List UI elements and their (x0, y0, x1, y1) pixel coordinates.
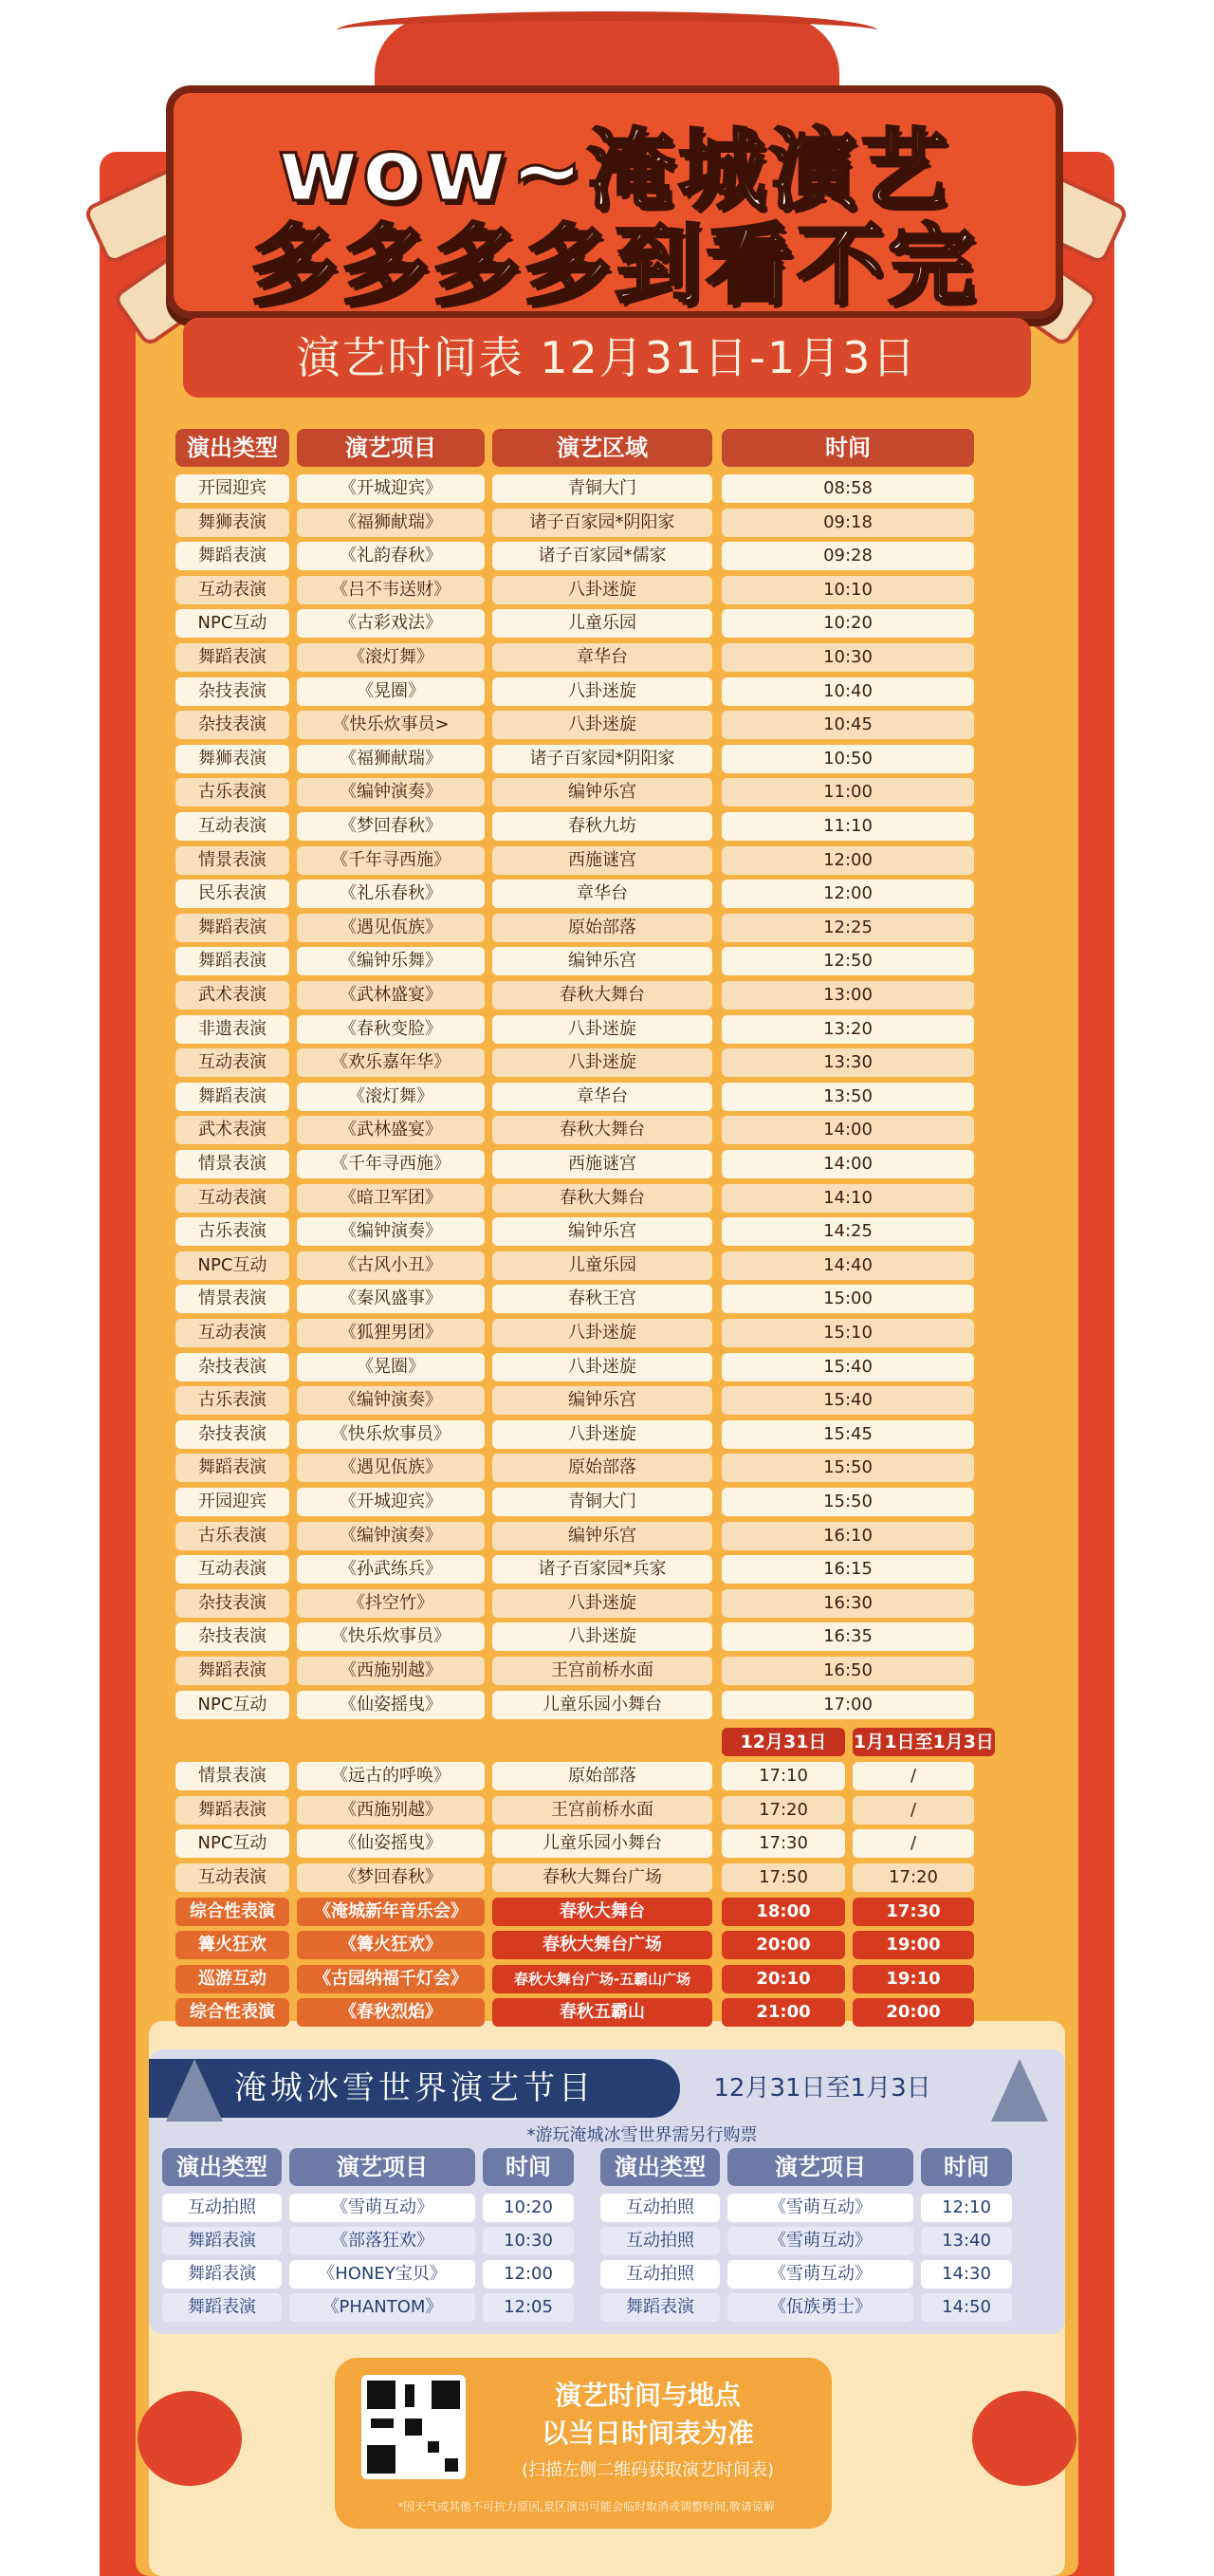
cell-type: 情景表演 (175, 846, 289, 875)
cell-time: 16:35 (722, 1622, 974, 1651)
cell-time: 13:20 (722, 1015, 974, 1044)
header-program: 演艺项目 (727, 2148, 913, 2186)
cell-time-jan1-3: / (853, 1796, 974, 1825)
cell-program: 《古园纳福千灯会》 (297, 1965, 485, 1993)
cell-type: 篝火狂欢 (175, 1931, 289, 1959)
cell-program: 《春秋烈焰》 (297, 1998, 485, 2027)
cell-time-jan1-3: 20:00 (853, 1998, 974, 2027)
winter-cell-program: 《雪萌互动》 (289, 2194, 475, 2222)
cell-time: 10:20 (722, 609, 974, 638)
cell-program: 《礼乐春秋》 (297, 880, 485, 908)
cell-type: 舞蹈表演 (175, 1083, 289, 1111)
cell-time: 10:45 (722, 711, 974, 739)
info-box (335, 2358, 832, 2529)
cell-time-jan1-3: 19:10 (853, 1965, 974, 1993)
cell-program: 《仙姿摇曳》 (297, 1691, 485, 1719)
cell-time: 09:18 (722, 509, 974, 537)
cell-time-jan1-3: 17:30 (853, 1898, 974, 1926)
cell-area: 春秋大舞台 (492, 1898, 712, 1926)
winter-cell-program: 《雪萌互动》 (727, 2227, 913, 2255)
winter-cell-time: 14:30 (921, 2260, 1012, 2289)
cell-type: 非遗表演 (175, 1015, 289, 1044)
cell-type: 古乐表演 (175, 1522, 289, 1550)
cell-area: 编钟乐宫 (492, 1386, 712, 1415)
cell-area: 八卦迷旋 (492, 576, 712, 604)
cell-time-dec31: 17:10 (722, 1762, 845, 1790)
cell-type: 巡游互动 (175, 1965, 289, 1993)
cell-program: 《开城迎宾》 (297, 1488, 485, 1516)
cell-area: 八卦迷旋 (492, 677, 712, 706)
date-header-jan1-3: 1月1日至1月3日 (853, 1728, 995, 1756)
cell-program: 《福狮献瑞》 (297, 509, 485, 537)
cell-program: 《梦回春秋》 (297, 812, 485, 841)
cell-area: 春秋王宫 (492, 1285, 712, 1313)
cell-program: 《古风小丑》 (297, 1251, 485, 1280)
cell-time: 17:00 (722, 1691, 974, 1719)
cell-time-dec31: 21:00 (722, 1998, 845, 2027)
winter-cell-time: 12:10 (921, 2194, 1012, 2222)
header-time: 时间 (483, 2148, 574, 2186)
cell-type: 互动表演 (175, 1555, 289, 1584)
cell-time: 15:40 (722, 1386, 974, 1415)
cell-program: 《抖空竹》 (297, 1589, 485, 1618)
cell-program: 《篝火狂欢》 (297, 1931, 485, 1959)
cell-area: 八卦迷旋 (492, 1353, 712, 1381)
cell-time: 15:00 (722, 1285, 974, 1313)
schedule-title: 演艺时间表 12月31日-1月3日 (183, 318, 1031, 398)
cell-type: 互动表演 (175, 576, 289, 604)
cell-area: 八卦迷旋 (492, 1319, 712, 1347)
cell-area: 编钟乐宫 (492, 1217, 712, 1246)
cell-time: 10:50 (722, 745, 974, 773)
cell-program: 《遇见佤族》 (297, 1454, 485, 1482)
cell-area: 章华台 (492, 1083, 712, 1111)
cell-type: 舞蹈表演 (175, 947, 289, 975)
cell-area: 诸子百家园*阴阳家 (492, 509, 712, 537)
cell-time-jan1-3: 17:20 (853, 1863, 974, 1892)
cell-type: 互动表演 (175, 1184, 289, 1213)
cell-area: 春秋大舞台广场 (492, 1863, 712, 1892)
cell-type: 杂技表演 (175, 711, 289, 739)
cell-area: 春秋大舞台 (492, 1184, 712, 1213)
cell-time: 15:45 (722, 1420, 974, 1449)
cell-time: 13:50 (722, 1083, 974, 1111)
cell-area: 王宫前桥水面 (492, 1796, 712, 1825)
cell-type: 舞蹈表演 (175, 1796, 289, 1825)
qr-code[interactable] (361, 2375, 466, 2479)
winter-cell-type: 舞蹈表演 (162, 2260, 282, 2289)
winter-cell-type: 互动拍照 (162, 2194, 282, 2222)
cell-area: 儿童乐园小舞台 (492, 1829, 712, 1858)
cell-area: 春秋大舞台 (492, 981, 712, 1010)
cell-time: 10:10 (722, 576, 974, 604)
cell-program: 《千年寻西施》 (297, 846, 485, 875)
winter-date: 12月31日至1月3日 (713, 2074, 931, 2103)
cell-program: 《快乐炊事员》 (297, 1420, 485, 1449)
cell-area: 西施谜宫 (492, 846, 712, 875)
winter-cell-time: 12:05 (483, 2293, 574, 2322)
cell-program: 《千年寻西施》 (297, 1150, 485, 1178)
cell-type: 舞蹈表演 (175, 643, 289, 672)
cell-area: 原始部落 (492, 914, 712, 942)
cell-program: 《淹城新年音乐会》 (297, 1898, 485, 1926)
cell-area: 诸子百家园*阴阳家 (492, 745, 712, 773)
cell-time: 16:15 (722, 1555, 974, 1584)
cell-type: 舞蹈表演 (175, 542, 289, 570)
cell-type: 互动表演 (175, 812, 289, 841)
cell-time-jan1-3: / (853, 1762, 974, 1790)
winter-cell-type: 互动拍照 (600, 2227, 720, 2255)
cell-program: 《春秋变脸》 (297, 1015, 485, 1044)
cell-type: 杂技表演 (175, 1353, 289, 1381)
cell-time: 10:40 (722, 677, 974, 706)
cell-program: 《遇见佤族》 (297, 914, 485, 942)
cell-program: 《礼韵春秋》 (297, 542, 485, 570)
cell-time: 11:10 (722, 812, 974, 841)
cell-time: 10:30 (722, 643, 974, 672)
cell-area: 编钟乐宫 (492, 778, 712, 806)
cell-time: 15:40 (722, 1353, 974, 1381)
cell-area: 春秋大舞台广场 (492, 1931, 712, 1959)
winter-cell-program: 《HONEY宝贝》 (289, 2260, 475, 2289)
poster (100, 0, 1114, 2576)
cell-program: 《晃圈》 (297, 1353, 485, 1381)
cell-program: 《福狮献瑞》 (297, 745, 485, 773)
cell-time: 13:00 (722, 981, 974, 1010)
cell-program: 《编钟乐舞》 (297, 947, 485, 975)
cell-program: 《西施别越》 (297, 1657, 485, 1685)
cell-type: 情景表演 (175, 1762, 289, 1790)
header-area: 演艺区域 (492, 429, 712, 467)
cell-time: 08:58 (722, 474, 974, 503)
cell-type: 舞蹈表演 (175, 1454, 289, 1482)
cell-type: 古乐表演 (175, 1386, 289, 1415)
cell-program: 《仙姿摇曳》 (297, 1829, 485, 1858)
cell-time: 16:10 (722, 1522, 974, 1550)
cell-area: 春秋大舞台 (492, 1116, 712, 1144)
cell-time-dec31: 20:10 (722, 1965, 845, 1993)
cell-area: 章华台 (492, 643, 712, 672)
cell-program: 《秦风盛事》 (297, 1285, 485, 1313)
cell-program: 《滚灯舞》 (297, 1083, 485, 1111)
cell-area: 诸子百家园*儒家 (492, 542, 712, 570)
header-type: 演出类型 (175, 429, 289, 467)
winter-cell-type: 舞蹈表演 (162, 2293, 282, 2322)
cell-area: 章华台 (492, 880, 712, 908)
cell-time: 13:30 (722, 1048, 974, 1077)
cell-area: 春秋大舞台广场-五霸山广场 (492, 1965, 712, 1993)
cell-program: 《吕不韦送财》 (297, 576, 485, 604)
winter-cell-time: 14:50 (921, 2293, 1012, 2322)
winter-cell-program: 《PHANTOM》 (289, 2293, 475, 2322)
header-program: 演艺项目 (289, 2148, 475, 2186)
cell-type: 杂技表演 (175, 1420, 289, 1449)
cell-program: 《快乐炊事员》 (297, 1622, 485, 1651)
cell-time: 15:50 (722, 1454, 974, 1482)
cell-type: 古乐表演 (175, 1217, 289, 1246)
cell-area: 八卦迷旋 (492, 1420, 712, 1449)
header-program: 演艺项目 (297, 429, 485, 467)
cell-time: 16:50 (722, 1657, 974, 1685)
cell-time-dec31: 17:30 (722, 1829, 845, 1858)
cell-time: 12:25 (722, 914, 974, 942)
cell-type: 古乐表演 (175, 778, 289, 806)
winter-section (149, 2049, 1065, 2334)
date-header-dec31: 12月31日 (722, 1728, 845, 1756)
cell-type: 舞狮表演 (175, 745, 289, 773)
cell-type: 舞狮表演 (175, 509, 289, 537)
cell-area: 原始部落 (492, 1454, 712, 1482)
lantern-icon (138, 2391, 242, 2486)
winter-cell-type: 互动拍照 (600, 2260, 720, 2289)
cell-time-dec31: 20:00 (722, 1931, 845, 1959)
title-line-2: 多多多多到看不完 (249, 214, 979, 316)
header-time: 时间 (921, 2148, 1012, 2186)
cell-program: 《晃圈》 (297, 677, 485, 706)
cell-program: 《欢乐嘉年华》 (297, 1048, 485, 1077)
cell-area: 原始部落 (492, 1762, 712, 1790)
cell-time: 15:50 (722, 1488, 974, 1516)
winter-cell-type: 互动拍照 (600, 2194, 720, 2222)
cell-area: 青铜大门 (492, 1488, 712, 1516)
cell-time: 09:28 (722, 542, 974, 570)
cell-area: 西施谜宫 (492, 1150, 712, 1178)
cell-type: NPC互动 (175, 1829, 289, 1858)
cell-area: 儿童乐园 (492, 609, 712, 638)
cell-area: 儿童乐园 (492, 1251, 712, 1280)
cell-type: 综合性表演 (175, 1898, 289, 1926)
cell-time-jan1-3: 19:00 (853, 1931, 974, 1959)
cell-area: 春秋五霸山 (492, 1998, 712, 2027)
cell-program: 《暗卫军团》 (297, 1184, 485, 1213)
header-time: 时间 (722, 429, 974, 467)
cell-type: 武术表演 (175, 1116, 289, 1144)
winter-note: *游玩淹城冰雪世界需另行购票 (526, 2125, 758, 2145)
cell-area: 编钟乐宫 (492, 1522, 712, 1550)
cell-type: 开园迎宾 (175, 1488, 289, 1516)
cell-time: 14:10 (722, 1184, 974, 1213)
cell-program: 《西施别越》 (297, 1796, 485, 1825)
footnote: *因天气或其他不可抗力原因,景区演出可能会临时取消或调整时间,敬请谅解 (397, 2500, 775, 2513)
cell-area: 八卦迷旋 (492, 1589, 712, 1618)
winter-cell-program: 《佤族勇士》 (727, 2293, 913, 2322)
cell-program: 《武林盛宴》 (297, 1116, 485, 1144)
cell-type: 开园迎宾 (175, 474, 289, 503)
cell-time: 14:00 (722, 1150, 974, 1178)
info-line-3: (扫描左侧二维码获取演艺时间表) (521, 2460, 775, 2480)
cell-type: 杂技表演 (175, 677, 289, 706)
cell-area: 儿童乐园小舞台 (492, 1691, 712, 1719)
header-type: 演出类型 (162, 2148, 282, 2186)
cell-area: 编钟乐宫 (492, 947, 712, 975)
cell-time: 11:00 (722, 778, 974, 806)
cell-type: 互动表演 (175, 1048, 289, 1077)
cell-type: 舞蹈表演 (175, 1657, 289, 1685)
snow-tree-icon (991, 2059, 1048, 2122)
cell-program: 《编钟演奏》 (297, 778, 485, 806)
cell-program: 《滚灯舞》 (297, 643, 485, 672)
cell-program: 《编钟演奏》 (297, 1386, 485, 1415)
cell-program: 《梦回春秋》 (297, 1863, 485, 1892)
cell-type: 情景表演 (175, 1150, 289, 1178)
winter-cell-program: 《雪萌互动》 (727, 2260, 913, 2289)
cell-area: 八卦迷旋 (492, 1015, 712, 1044)
cell-area: 诸子百家园*兵家 (492, 1555, 712, 1584)
cell-time-dec31: 17:20 (722, 1796, 845, 1825)
cell-program: 《狐狸男团》 (297, 1319, 485, 1347)
cell-program: 《孙武练兵》 (297, 1555, 485, 1584)
cell-type: 互动表演 (175, 1863, 289, 1892)
winter-cell-type: 舞蹈表演 (600, 2293, 720, 2322)
header-type: 演出类型 (600, 2148, 720, 2186)
cell-time: 14:00 (722, 1116, 974, 1144)
winter-cell-type: 舞蹈表演 (162, 2227, 282, 2255)
cell-type: 民乐表演 (175, 880, 289, 908)
cell-program: 《快乐炊事员> (297, 711, 485, 739)
cell-type: 杂技表演 (175, 1589, 289, 1618)
cell-type: 杂技表演 (175, 1622, 289, 1651)
cell-program: 《武林盛宴》 (297, 981, 485, 1010)
cell-area: 春秋九坊 (492, 812, 712, 841)
winter-cell-program: 《部落狂欢》 (289, 2227, 475, 2255)
snow-tree-icon (166, 2059, 223, 2122)
info-line-1: 演艺时间与地点 (554, 2380, 741, 2411)
cell-time: 14:25 (722, 1217, 974, 1246)
cell-type: 综合性表演 (175, 1998, 289, 2027)
winter-cell-time: 13:40 (921, 2227, 1012, 2255)
cell-program: 《开城迎宾》 (297, 474, 485, 503)
cell-type: 武术表演 (175, 981, 289, 1010)
cell-type: 舞蹈表演 (175, 914, 289, 942)
cell-time: 14:40 (722, 1251, 974, 1280)
cell-area: 八卦迷旋 (492, 1622, 712, 1651)
title-banner (166, 85, 1063, 319)
cell-time: 12:00 (722, 880, 974, 908)
cell-area: 王宫前桥水面 (492, 1657, 712, 1685)
cell-area: 八卦迷旋 (492, 1048, 712, 1077)
cell-area: 八卦迷旋 (492, 711, 712, 739)
cell-program: 《编钟演奏》 (297, 1522, 485, 1550)
winter-cell-program: 《雪萌互动》 (727, 2194, 913, 2222)
cell-type: NPC互动 (175, 1691, 289, 1719)
winter-cell-time: 10:20 (483, 2194, 574, 2222)
cell-program: 《远古的呼唤》 (297, 1762, 485, 1790)
winter-title: 淹城冰雪世界演艺节目 (149, 2059, 680, 2118)
winter-cell-time: 12:00 (483, 2260, 574, 2289)
info-line-2: 以当日时间表为准 (541, 2418, 754, 2449)
cell-time-jan1-3: / (853, 1829, 974, 1858)
winter-cell-time: 10:30 (483, 2227, 574, 2255)
cell-area: 青铜大门 (492, 474, 712, 503)
cell-time: 16:30 (722, 1589, 974, 1618)
cell-program: 《编钟演奏》 (297, 1217, 485, 1246)
cell-time-dec31: 18:00 (722, 1898, 845, 1926)
cell-time: 12:50 (722, 947, 974, 975)
cell-type: 互动表演 (175, 1319, 289, 1347)
cell-type: 情景表演 (175, 1285, 289, 1313)
cell-time: 12:00 (722, 846, 974, 875)
cell-type: NPC互动 (175, 609, 289, 638)
cell-time-dec31: 17:50 (722, 1863, 845, 1892)
cell-time: 15:10 (722, 1319, 974, 1347)
cell-program: 《古彩戏法》 (297, 609, 485, 638)
title-line-1: wow~淹城演艺 (277, 120, 952, 221)
cell-type: NPC互动 (175, 1251, 289, 1280)
lantern-icon (972, 2391, 1076, 2486)
